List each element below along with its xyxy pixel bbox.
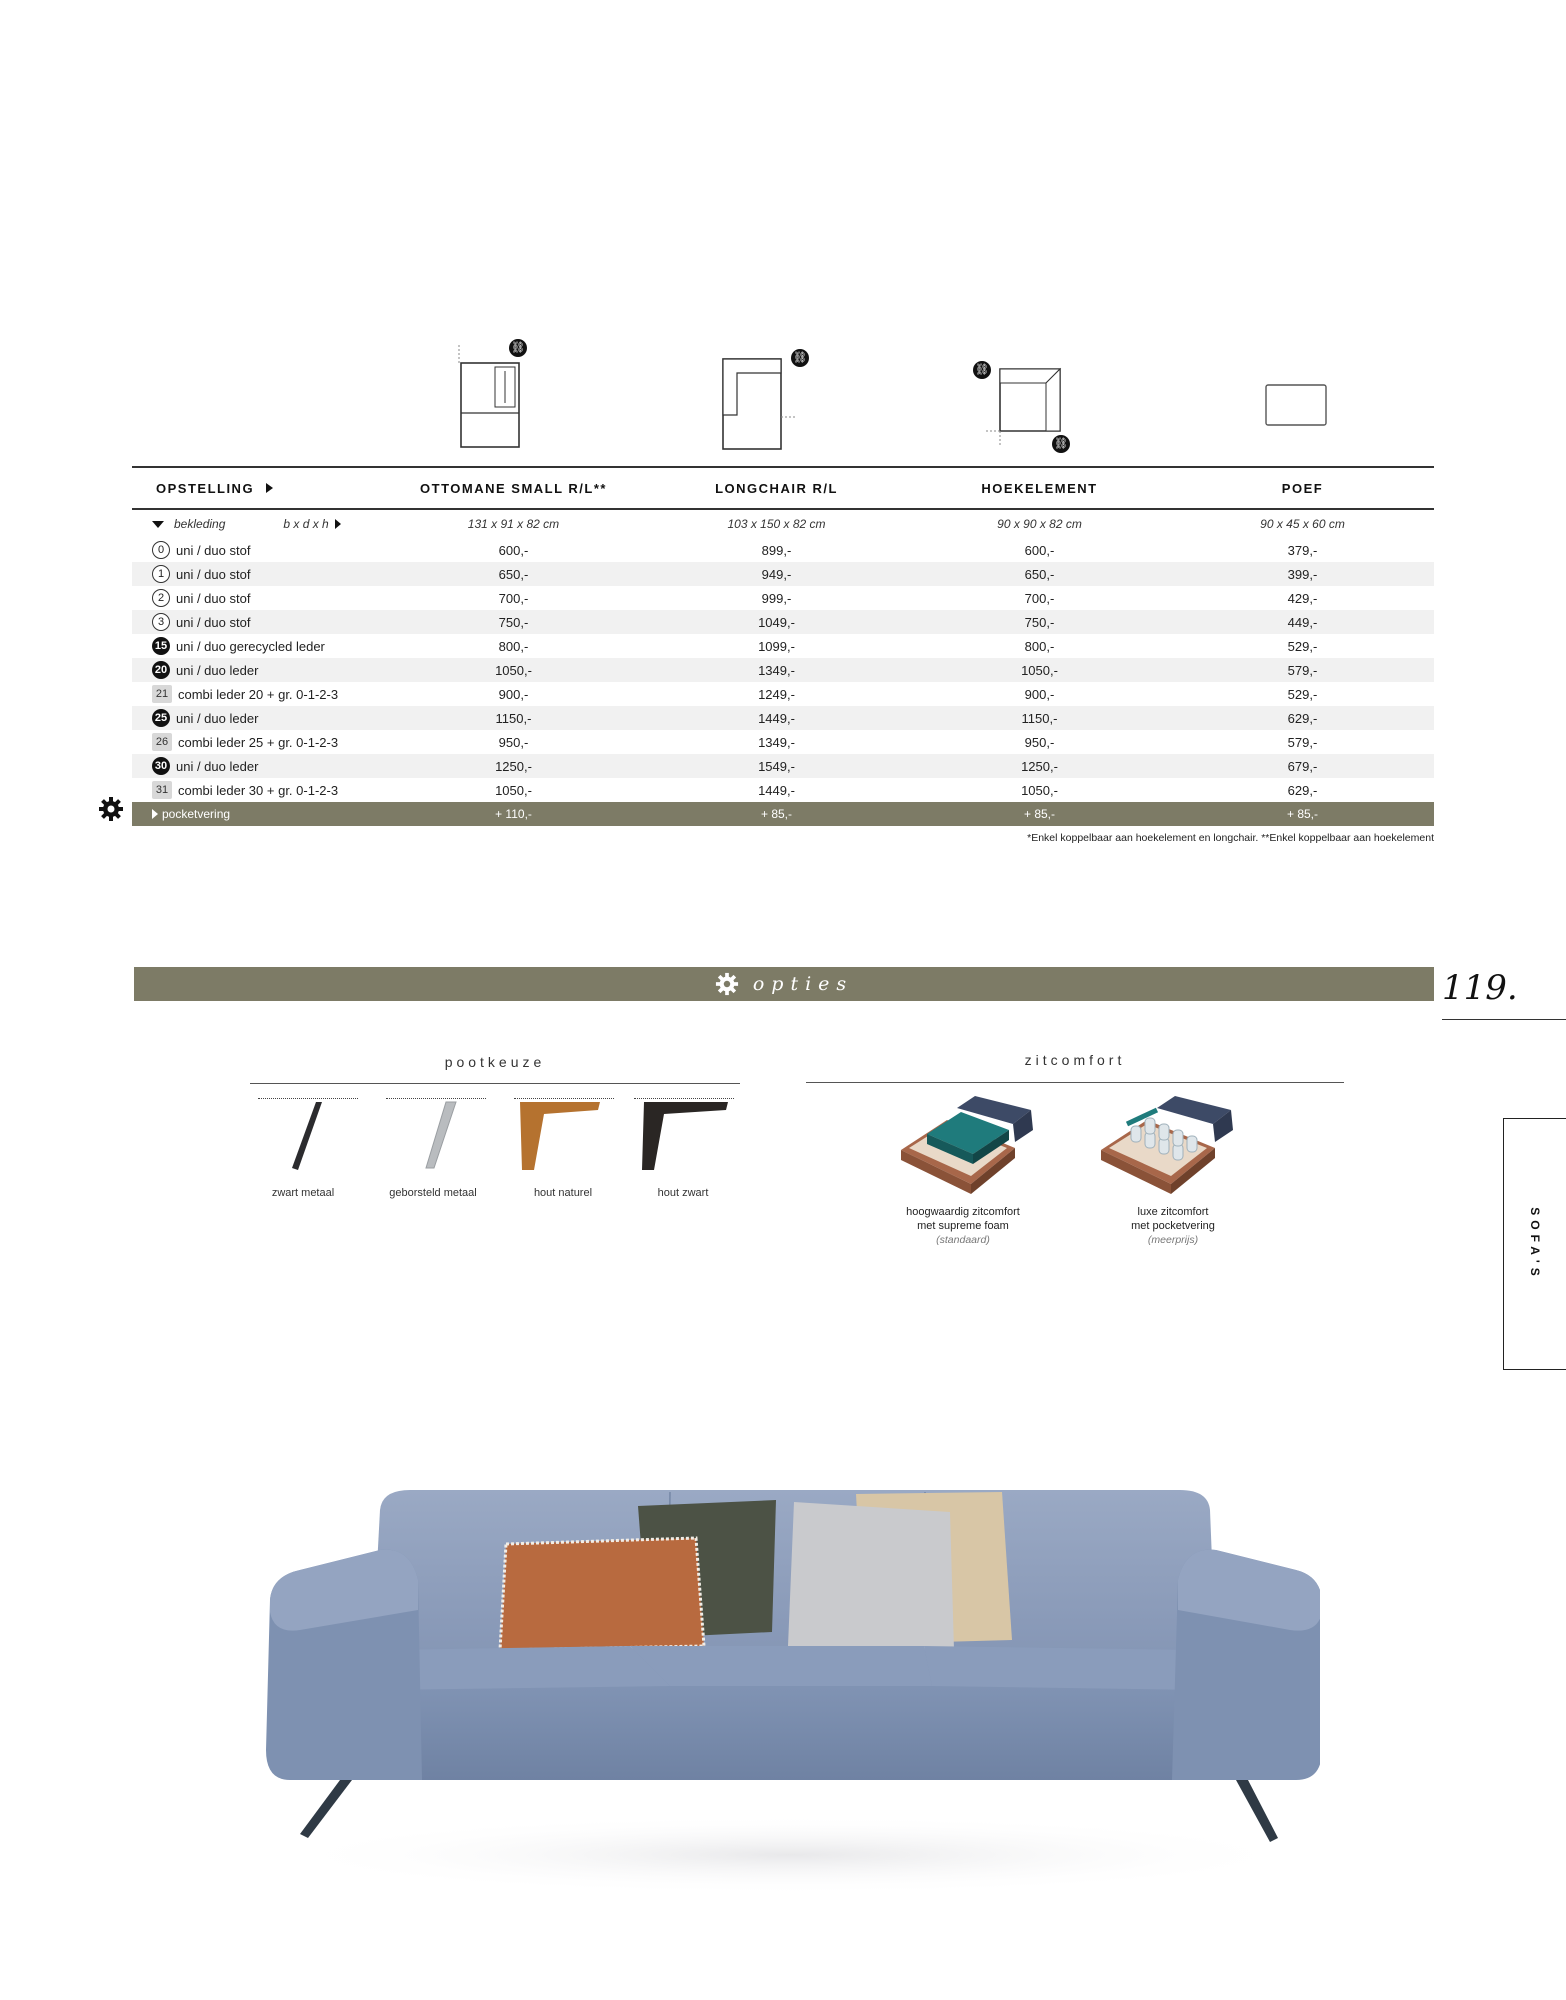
- upholstery-label: uni / duo stof: [176, 614, 251, 630]
- price-cell: 1449,-: [758, 710, 795, 726]
- pocketvering-label: pocketvering: [162, 807, 231, 821]
- comfort-line3: (meerprijs): [1147, 1234, 1199, 1246]
- price-cell: 379,-: [1287, 542, 1318, 558]
- price-cell: 949,-: [761, 566, 792, 582]
- table-row: [132, 610, 1434, 634]
- table-row: [132, 586, 1434, 610]
- price-cell: 800,-: [1024, 638, 1055, 654]
- upholstery-label: uni / duo leder: [176, 710, 259, 726]
- upholstery-label: combi leder 25 + gr. 0-1-2-3: [178, 734, 339, 750]
- price-cell: 1050,-: [495, 662, 532, 678]
- price-cell: 1549,-: [758, 758, 795, 774]
- comfort-line2: met pocketvering: [1131, 1220, 1215, 1232]
- upholstery-label: combi leder 30 + gr. 0-1-2-3: [178, 782, 339, 798]
- price-cell: 429,-: [1287, 590, 1318, 606]
- opties-label: opties: [752, 973, 854, 995]
- leg-option[interactable]: [248, 1098, 358, 1199]
- pocket-price: + 85,-: [760, 807, 793, 821]
- page-number: 119.: [1442, 968, 1518, 1008]
- section-tab[interactable]: [1503, 1118, 1566, 1370]
- caret-down-icon: [152, 521, 164, 528]
- price-group-badge: 30: [152, 757, 170, 775]
- leg-hout-zwart-icon: [628, 1098, 738, 1178]
- comfort-line1: luxe zitcomfort: [1137, 1206, 1209, 1218]
- caret-right-icon: [152, 809, 158, 819]
- price-group-badge: 2: [152, 589, 170, 607]
- table-header: [132, 466, 1434, 510]
- price-cell: 950,-: [1024, 734, 1055, 750]
- pocket-price: + 85,-: [1023, 807, 1056, 821]
- price-cell: 600,-: [1024, 542, 1055, 558]
- leg-geborsteld-metaal-icon: [378, 1098, 488, 1178]
- ottomane-diagram: [455, 335, 545, 460]
- longchair-diagram: [715, 335, 815, 460]
- upholstery-label: combi leder 20 + gr. 0-1-2-3: [178, 686, 339, 702]
- footnote: *Enkel koppelbaar aan hoekelement en longchair. **Enkel koppelbaar aan hoekelement: [1027, 832, 1434, 844]
- table-row: [132, 682, 1434, 706]
- caret-right-icon: [266, 483, 273, 493]
- price-cell: 629,-: [1287, 782, 1318, 798]
- price-group-badge: 25: [152, 709, 170, 727]
- price-cell: 750,-: [498, 614, 529, 630]
- price-cell: 1150,-: [495, 710, 532, 726]
- pocket-spring-cushion-icon: [1073, 1088, 1273, 1200]
- price-cell: 600,-: [498, 542, 529, 558]
- price-group-badge: 0: [152, 541, 170, 559]
- price-cell: 449,-: [1287, 614, 1318, 630]
- dims-poef: 90 x 45 x 60 cm: [1260, 517, 1345, 531]
- link-icon: ⛓: [791, 349, 809, 367]
- price-cell: 1150,-: [1021, 710, 1058, 726]
- price-cell: 1249,-: [758, 686, 795, 702]
- price-cell: 1099,-: [758, 638, 795, 654]
- price-cell: 1349,-: [758, 734, 795, 750]
- col-longchair: LONGCHAIR R/L: [715, 480, 838, 496]
- price-group-badge: 31: [152, 781, 172, 799]
- table-row: [132, 634, 1434, 658]
- bdh-label: b x d x h: [283, 517, 329, 531]
- price-cell: 899,-: [761, 542, 792, 558]
- poef-diagram: [1262, 335, 1332, 460]
- leg-hout-naturel-icon: [508, 1098, 618, 1178]
- table-row: [132, 778, 1434, 802]
- comfort-line3: (standaard): [936, 1234, 990, 1246]
- price-cell: 1250,-: [495, 758, 532, 774]
- table-row: [132, 562, 1434, 586]
- dims-hoekelement: 90 x 90 x 82 cm: [997, 517, 1082, 531]
- price-group-badge: 3: [152, 613, 170, 631]
- price-cell: 999,-: [761, 590, 792, 606]
- caret-right-icon: [335, 519, 341, 529]
- leg-label: hout naturel: [533, 1187, 593, 1199]
- price-cell: 900,-: [1024, 686, 1055, 702]
- price-cell: 700,-: [1024, 590, 1055, 606]
- price-group-badge: 15: [152, 637, 170, 655]
- leg-label: zwart metaal: [271, 1187, 335, 1199]
- hoekelement-diagram: [972, 335, 1082, 460]
- price-cell: 579,-: [1287, 734, 1318, 750]
- table-row: [132, 730, 1434, 754]
- opties-bar: [134, 967, 1434, 1001]
- dims-longchair: 103 x 150 x 82 cm: [727, 517, 826, 531]
- table-row: [132, 754, 1434, 778]
- pocket-price: + 85,-: [1286, 807, 1319, 821]
- price-cell: 399,-: [1287, 566, 1318, 582]
- price-group-badge: 26: [152, 733, 172, 751]
- table-row: [132, 706, 1434, 730]
- sofa-image: [260, 1480, 1320, 1905]
- table-row: [132, 538, 1434, 562]
- leg-label: hout zwart: [657, 1187, 709, 1199]
- price-group-badge: 20: [152, 661, 170, 679]
- price-table: [132, 466, 1434, 844]
- dimensions-row: [132, 510, 1434, 538]
- price-cell: 900,-: [498, 686, 529, 702]
- price-cell: 1449,-: [758, 782, 795, 798]
- upholstery-label: uni / duo stof: [176, 590, 251, 606]
- price-cell: 579,-: [1287, 662, 1318, 678]
- price-cell: 529,-: [1287, 638, 1318, 654]
- upholstery-label: uni / duo leder: [176, 662, 259, 678]
- gear-icon: [98, 796, 124, 822]
- col-poef: POEF: [1281, 480, 1324, 496]
- comfort-line1: hoogwaardig zitcomfort: [906, 1206, 1020, 1218]
- zitcomfort-rule: [806, 1082, 1344, 1083]
- price-cell: 650,-: [1024, 566, 1055, 582]
- upholstery-label: uni / duo leder: [176, 758, 259, 774]
- price-cell: 800,-: [498, 638, 529, 654]
- upholstery-label: uni / duo stof: [176, 566, 251, 582]
- link-icon: ⛓: [509, 339, 527, 357]
- upholstery-label: uni / duo gerecycled leder: [176, 638, 325, 654]
- price-cell: 950,-: [498, 734, 529, 750]
- price-cell: 700,-: [498, 590, 529, 606]
- price-group-badge: 21: [152, 685, 172, 703]
- price-cell: 1349,-: [758, 662, 795, 678]
- col-ottomane: OTTOMANE SMALL R/L**: [420, 480, 607, 496]
- col-hoekelement: HOEKELEMENT: [981, 480, 1098, 496]
- comfort-option[interactable]: [1073, 1088, 1273, 1247]
- price-cell: 529,-: [1287, 686, 1318, 702]
- pocket-price: + 110,-: [495, 807, 532, 821]
- bekleding-label: bekleding: [174, 517, 226, 531]
- section-tab-label: SOFA'S: [1528, 1207, 1542, 1281]
- opstelling-label: OPSTELLING: [156, 480, 255, 496]
- page-number-rule: [1442, 1019, 1566, 1020]
- price-rows: [132, 538, 1434, 802]
- leg-zwart-metaal-icon: [248, 1098, 358, 1178]
- price-cell: 650,-: [498, 566, 529, 582]
- comfort-option[interactable]: [863, 1088, 1063, 1247]
- gear-icon: [715, 972, 739, 996]
- pocketvering-row: [132, 802, 1434, 826]
- price-group-badge: 1: [152, 565, 170, 583]
- foam-cushion-icon: [863, 1088, 1063, 1200]
- price-cell: 1250,-: [1021, 758, 1058, 774]
- price-cell: 1050,-: [495, 782, 532, 798]
- leg-label: geborsteld metaal: [389, 1187, 477, 1199]
- pootkeuze-rule: [250, 1083, 740, 1084]
- price-cell: 750,-: [1024, 614, 1055, 630]
- table-row: [132, 658, 1434, 682]
- zitcomfort-title: zitcomfort: [1024, 1052, 1126, 1068]
- price-cell: 679,-: [1287, 758, 1318, 774]
- link-icon: ⛓: [973, 361, 991, 379]
- leg-option[interactable]: [628, 1098, 738, 1199]
- price-cell: 1050,-: [1021, 782, 1058, 798]
- pootkeuze-title: pootkeuze: [444, 1054, 546, 1070]
- price-cell: 629,-: [1287, 710, 1318, 726]
- leg-option[interactable]: [508, 1098, 618, 1199]
- upholstery-label: uni / duo stof: [176, 542, 251, 558]
- link-icon: ⛓: [1052, 435, 1070, 453]
- leg-option[interactable]: [378, 1098, 488, 1199]
- comfort-line2: met supreme foam: [917, 1220, 1009, 1232]
- price-cell: 1050,-: [1021, 662, 1058, 678]
- dims-ottomane: 131 x 91 x 82 cm: [467, 517, 560, 531]
- price-cell: 1049,-: [758, 614, 795, 630]
